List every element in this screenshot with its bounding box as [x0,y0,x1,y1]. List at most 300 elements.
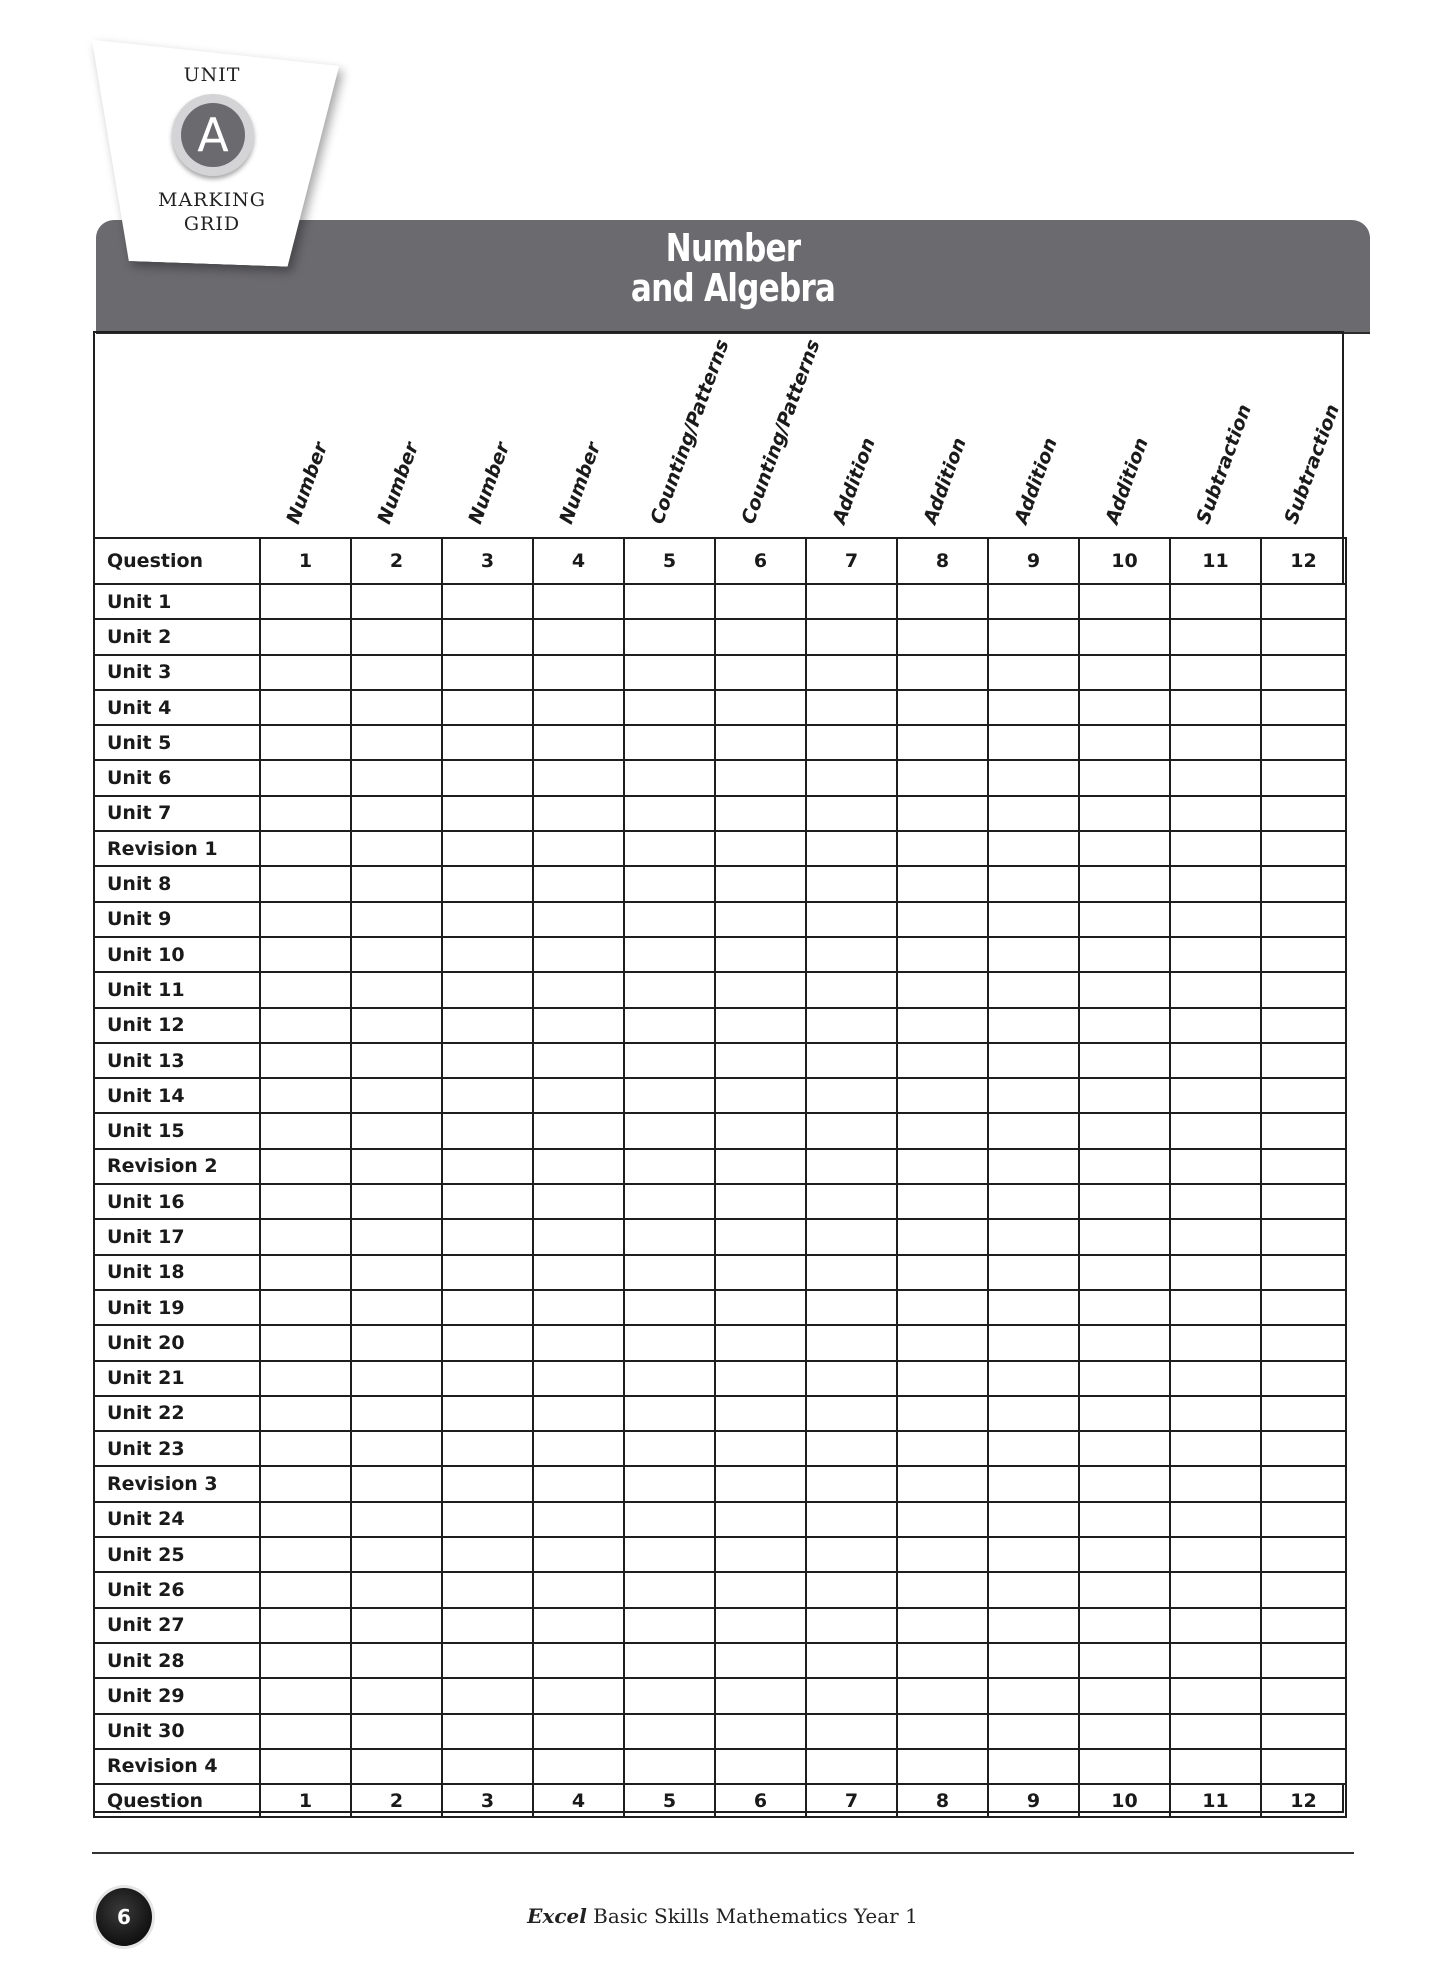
mark-cell[interactable] [897,1431,988,1466]
mark-cell[interactable] [1261,655,1346,690]
mark-cell[interactable] [1170,1255,1261,1290]
mark-cell[interactable] [260,1466,351,1501]
mark-cell[interactable] [442,1043,533,1078]
mark-cell[interactable] [533,1678,624,1713]
mark-cell[interactable] [897,902,988,937]
mark-cell[interactable] [351,725,442,760]
mark-cell[interactable] [1079,655,1170,690]
mark-cell[interactable] [260,1113,351,1148]
mark-cell[interactable] [715,1149,806,1184]
mark-cell[interactable] [897,1537,988,1572]
mark-cell[interactable] [806,1255,897,1290]
mark-cell[interactable] [260,760,351,795]
mark-cell[interactable] [351,1184,442,1219]
mark-cell[interactable] [260,972,351,1007]
mark-cell[interactable] [1079,1184,1170,1219]
mark-cell[interactable] [442,1184,533,1219]
mark-cell[interactable] [806,655,897,690]
mark-cell[interactable] [1261,972,1346,1007]
mark-cell[interactable] [1170,1361,1261,1396]
mark-cell[interactable] [442,1678,533,1713]
mark-cell[interactable] [351,1537,442,1572]
mark-cell[interactable] [351,866,442,901]
mark-cell[interactable] [1261,1749,1346,1784]
mark-cell[interactable] [260,866,351,901]
mark-cell[interactable] [351,1043,442,1078]
mark-cell[interactable] [351,1219,442,1254]
mark-cell[interactable] [624,619,715,654]
mark-cell[interactable] [442,972,533,1007]
mark-cell[interactable] [1079,584,1170,619]
mark-cell[interactable] [715,1290,806,1325]
mark-cell[interactable] [806,866,897,901]
mark-cell[interactable] [1261,796,1346,831]
mark-cell[interactable] [351,1361,442,1396]
mark-cell[interactable] [988,1255,1079,1290]
mark-cell[interactable] [260,584,351,619]
mark-cell[interactable] [624,1290,715,1325]
mark-cell[interactable] [715,584,806,619]
mark-cell[interactable] [1261,619,1346,654]
mark-cell[interactable] [715,1008,806,1043]
mark-cell[interactable] [1170,972,1261,1007]
mark-cell[interactable] [897,866,988,901]
mark-cell[interactable] [715,1678,806,1713]
mark-cell[interactable] [624,1714,715,1749]
mark-cell[interactable] [1261,1466,1346,1501]
mark-cell[interactable] [988,1608,1079,1643]
mark-cell[interactable] [806,1608,897,1643]
mark-cell[interactable] [1170,902,1261,937]
mark-cell[interactable] [1261,1113,1346,1148]
mark-cell[interactable] [806,619,897,654]
mark-cell[interactable] [988,1361,1079,1396]
mark-cell[interactable] [806,831,897,866]
mark-cell[interactable] [533,866,624,901]
mark-cell[interactable] [351,796,442,831]
mark-cell[interactable] [442,1608,533,1643]
mark-cell[interactable] [806,1078,897,1113]
mark-cell[interactable] [260,725,351,760]
mark-cell[interactable] [351,655,442,690]
mark-cell[interactable] [624,1431,715,1466]
mark-cell[interactable] [533,1290,624,1325]
mark-cell[interactable] [533,1502,624,1537]
mark-cell[interactable] [442,1255,533,1290]
mark-cell[interactable] [1079,1466,1170,1501]
mark-cell[interactable] [1170,1714,1261,1749]
mark-cell[interactable] [260,655,351,690]
mark-cell[interactable] [442,584,533,619]
mark-cell[interactable] [351,760,442,795]
mark-cell[interactable] [624,937,715,972]
mark-cell[interactable] [715,796,806,831]
mark-cell[interactable] [806,1714,897,1749]
mark-cell[interactable] [806,1502,897,1537]
mark-cell[interactable] [1079,1255,1170,1290]
mark-cell[interactable] [260,1749,351,1784]
mark-cell[interactable] [897,725,988,760]
mark-cell[interactable] [1261,1678,1346,1713]
mark-cell[interactable] [351,902,442,937]
mark-cell[interactable] [897,1078,988,1113]
mark-cell[interactable] [806,1113,897,1148]
mark-cell[interactable] [806,972,897,1007]
mark-cell[interactable] [260,902,351,937]
mark-cell[interactable] [260,1678,351,1713]
mark-cell[interactable] [1261,1502,1346,1537]
mark-cell[interactable] [533,1431,624,1466]
mark-cell[interactable] [806,1290,897,1325]
mark-cell[interactable] [260,1290,351,1325]
mark-cell[interactable] [260,1184,351,1219]
mark-cell[interactable] [624,796,715,831]
mark-cell[interactable] [442,725,533,760]
mark-cell[interactable] [715,937,806,972]
mark-cell[interactable] [351,1396,442,1431]
mark-cell[interactable] [624,1113,715,1148]
mark-cell[interactable] [624,725,715,760]
mark-cell[interactable] [351,1572,442,1607]
mark-cell[interactable] [1261,1608,1346,1643]
mark-cell[interactable] [442,619,533,654]
mark-cell[interactable] [624,1078,715,1113]
mark-cell[interactable] [1170,1431,1261,1466]
mark-cell[interactable] [806,1431,897,1466]
mark-cell[interactable] [624,831,715,866]
mark-cell[interactable] [533,972,624,1007]
mark-cell[interactable] [1079,1219,1170,1254]
mark-cell[interactable] [1170,796,1261,831]
mark-cell[interactable] [624,1608,715,1643]
mark-cell[interactable] [442,1219,533,1254]
mark-cell[interactable] [988,655,1079,690]
mark-cell[interactable] [897,584,988,619]
mark-cell[interactable] [988,1219,1079,1254]
mark-cell[interactable] [260,1608,351,1643]
mark-cell[interactable] [897,1149,988,1184]
mark-cell[interactable] [1170,1396,1261,1431]
mark-cell[interactable] [1079,690,1170,725]
mark-cell[interactable] [442,1431,533,1466]
mark-cell[interactable] [988,1537,1079,1572]
mark-cell[interactable] [351,584,442,619]
mark-cell[interactable] [260,1219,351,1254]
mark-cell[interactable] [897,972,988,1007]
mark-cell[interactable] [988,1502,1079,1537]
mark-cell[interactable] [533,690,624,725]
mark-cell[interactable] [897,1219,988,1254]
mark-cell[interactable] [624,1643,715,1678]
mark-cell[interactable] [715,1255,806,1290]
mark-cell[interactable] [988,1043,1079,1078]
mark-cell[interactable] [1079,1149,1170,1184]
mark-cell[interactable] [1079,831,1170,866]
mark-cell[interactable] [351,937,442,972]
mark-cell[interactable] [351,1431,442,1466]
mark-cell[interactable] [260,1325,351,1360]
mark-cell[interactable] [988,1149,1079,1184]
mark-cell[interactable] [442,866,533,901]
mark-cell[interactable] [533,937,624,972]
mark-cell[interactable] [988,1714,1079,1749]
mark-cell[interactable] [715,1219,806,1254]
mark-cell[interactable] [533,1219,624,1254]
mark-cell[interactable] [1079,1502,1170,1537]
mark-cell[interactable] [533,1714,624,1749]
mark-cell[interactable] [1170,1643,1261,1678]
mark-cell[interactable] [533,1749,624,1784]
mark-cell[interactable] [533,584,624,619]
mark-cell[interactable] [1170,1043,1261,1078]
mark-cell[interactable] [988,1325,1079,1360]
mark-cell[interactable] [442,1643,533,1678]
mark-cell[interactable] [1170,1184,1261,1219]
mark-cell[interactable] [442,1396,533,1431]
mark-cell[interactable] [624,1572,715,1607]
mark-cell[interactable] [806,1572,897,1607]
mark-cell[interactable] [988,584,1079,619]
mark-cell[interactable] [1079,1431,1170,1466]
mark-cell[interactable] [533,760,624,795]
mark-cell[interactable] [1170,1325,1261,1360]
mark-cell[interactable] [442,1008,533,1043]
mark-cell[interactable] [260,1149,351,1184]
mark-cell[interactable] [715,690,806,725]
mark-cell[interactable] [1261,1290,1346,1325]
mark-cell[interactable] [806,1149,897,1184]
mark-cell[interactable] [715,972,806,1007]
mark-cell[interactable] [624,1502,715,1537]
mark-cell[interactable] [624,1043,715,1078]
mark-cell[interactable] [442,1149,533,1184]
mark-cell[interactable] [624,1361,715,1396]
mark-cell[interactable] [715,619,806,654]
mark-cell[interactable] [442,902,533,937]
mark-cell[interactable] [351,1502,442,1537]
mark-cell[interactable] [1079,902,1170,937]
mark-cell[interactable] [1261,1361,1346,1396]
mark-cell[interactable] [624,1749,715,1784]
mark-cell[interactable] [1261,937,1346,972]
mark-cell[interactable] [442,760,533,795]
mark-cell[interactable] [260,1255,351,1290]
mark-cell[interactable] [533,796,624,831]
mark-cell[interactable] [1261,584,1346,619]
mark-cell[interactable] [1261,1537,1346,1572]
mark-cell[interactable] [533,1008,624,1043]
mark-cell[interactable] [988,937,1079,972]
mark-cell[interactable] [1261,1572,1346,1607]
mark-cell[interactable] [1170,1466,1261,1501]
mark-cell[interactable] [442,937,533,972]
mark-cell[interactable] [1170,1572,1261,1607]
mark-cell[interactable] [1170,760,1261,795]
mark-cell[interactable] [1170,1749,1261,1784]
mark-cell[interactable] [897,1043,988,1078]
mark-cell[interactable] [1170,1678,1261,1713]
mark-cell[interactable] [806,725,897,760]
mark-cell[interactable] [624,1149,715,1184]
mark-cell[interactable] [533,1466,624,1501]
mark-cell[interactable] [988,1572,1079,1607]
mark-cell[interactable] [1079,619,1170,654]
mark-cell[interactable] [1261,725,1346,760]
mark-cell[interactable] [624,760,715,795]
mark-cell[interactable] [351,1678,442,1713]
mark-cell[interactable] [442,1537,533,1572]
mark-cell[interactable] [533,831,624,866]
mark-cell[interactable] [988,1290,1079,1325]
mark-cell[interactable] [897,937,988,972]
mark-cell[interactable] [715,1078,806,1113]
mark-cell[interactable] [1261,1431,1346,1466]
mark-cell[interactable] [442,1290,533,1325]
mark-cell[interactable] [806,1749,897,1784]
mark-cell[interactable] [351,1078,442,1113]
mark-cell[interactable] [1170,584,1261,619]
mark-cell[interactable] [1261,1325,1346,1360]
mark-cell[interactable] [351,619,442,654]
mark-cell[interactable] [715,1608,806,1643]
mark-cell[interactable] [988,1008,1079,1043]
mark-cell[interactable] [351,690,442,725]
mark-cell[interactable] [533,725,624,760]
mark-cell[interactable] [1079,1008,1170,1043]
mark-cell[interactable] [624,902,715,937]
mark-cell[interactable] [351,1749,442,1784]
mark-cell[interactable] [897,1749,988,1784]
mark-cell[interactable] [897,690,988,725]
mark-cell[interactable] [1261,902,1346,937]
mark-cell[interactable] [806,1537,897,1572]
mark-cell[interactable] [806,1466,897,1501]
mark-cell[interactable] [624,1255,715,1290]
mark-cell[interactable] [897,1572,988,1607]
mark-cell[interactable] [1170,1537,1261,1572]
mark-cell[interactable] [351,1608,442,1643]
mark-cell[interactable] [715,1537,806,1572]
mark-cell[interactable] [351,831,442,866]
mark-cell[interactable] [715,1396,806,1431]
mark-cell[interactable] [1170,831,1261,866]
mark-cell[interactable] [533,1043,624,1078]
mark-cell[interactable] [715,1714,806,1749]
mark-cell[interactable] [897,655,988,690]
mark-cell[interactable] [624,1678,715,1713]
mark-cell[interactable] [806,1325,897,1360]
mark-cell[interactable] [1170,655,1261,690]
mark-cell[interactable] [1170,619,1261,654]
mark-cell[interactable] [1079,1643,1170,1678]
mark-cell[interactable] [1079,1325,1170,1360]
mark-cell[interactable] [260,1008,351,1043]
mark-cell[interactable] [624,1537,715,1572]
mark-cell[interactable] [806,902,897,937]
mark-cell[interactable] [1170,1502,1261,1537]
mark-cell[interactable] [533,902,624,937]
mark-cell[interactable] [897,1325,988,1360]
mark-cell[interactable] [533,655,624,690]
mark-cell[interactable] [806,1043,897,1078]
mark-cell[interactable] [715,1113,806,1148]
mark-cell[interactable] [533,1361,624,1396]
mark-cell[interactable] [715,655,806,690]
mark-cell[interactable] [442,1113,533,1148]
mark-cell[interactable] [1261,1184,1346,1219]
mark-cell[interactable] [897,1466,988,1501]
mark-cell[interactable] [351,1290,442,1325]
mark-cell[interactable] [897,1714,988,1749]
mark-cell[interactable] [1261,1255,1346,1290]
mark-cell[interactable] [442,1325,533,1360]
mark-cell[interactable] [715,1572,806,1607]
mark-cell[interactable] [988,1431,1079,1466]
mark-cell[interactable] [806,796,897,831]
mark-cell[interactable] [1170,725,1261,760]
mark-cell[interactable] [988,1466,1079,1501]
mark-cell[interactable] [533,1255,624,1290]
mark-cell[interactable] [1079,760,1170,795]
mark-cell[interactable] [624,584,715,619]
mark-cell[interactable] [533,1396,624,1431]
mark-cell[interactable] [1261,1396,1346,1431]
mark-cell[interactable] [897,760,988,795]
mark-cell[interactable] [351,1325,442,1360]
mark-cell[interactable] [442,1714,533,1749]
mark-cell[interactable] [988,1078,1079,1113]
mark-cell[interactable] [260,1537,351,1572]
mark-cell[interactable] [1170,1608,1261,1643]
mark-cell[interactable] [715,1431,806,1466]
mark-cell[interactable] [442,690,533,725]
mark-cell[interactable] [624,1396,715,1431]
mark-cell[interactable] [806,1361,897,1396]
mark-cell[interactable] [1170,1078,1261,1113]
mark-cell[interactable] [351,1255,442,1290]
mark-cell[interactable] [806,937,897,972]
mark-cell[interactable] [897,1255,988,1290]
mark-cell[interactable] [988,1184,1079,1219]
mark-cell[interactable] [1261,1714,1346,1749]
mark-cell[interactable] [988,690,1079,725]
mark-cell[interactable] [1261,866,1346,901]
mark-cell[interactable] [897,1608,988,1643]
mark-cell[interactable] [806,1219,897,1254]
mark-cell[interactable] [806,1008,897,1043]
mark-cell[interactable] [988,902,1079,937]
mark-cell[interactable] [442,796,533,831]
mark-cell[interactable] [260,1361,351,1396]
mark-cell[interactable] [442,1572,533,1607]
mark-cell[interactable] [806,690,897,725]
mark-cell[interactable] [260,1572,351,1607]
mark-cell[interactable] [624,655,715,690]
mark-cell[interactable] [351,1149,442,1184]
mark-cell[interactable] [624,1466,715,1501]
mark-cell[interactable] [988,972,1079,1007]
mark-cell[interactable] [1261,1043,1346,1078]
mark-cell[interactable] [260,937,351,972]
mark-cell[interactable] [351,1008,442,1043]
mark-cell[interactable] [715,1184,806,1219]
mark-cell[interactable] [1079,1361,1170,1396]
mark-cell[interactable] [533,1149,624,1184]
mark-cell[interactable] [715,1502,806,1537]
mark-cell[interactable] [988,725,1079,760]
mark-cell[interactable] [715,831,806,866]
mark-cell[interactable] [715,1749,806,1784]
